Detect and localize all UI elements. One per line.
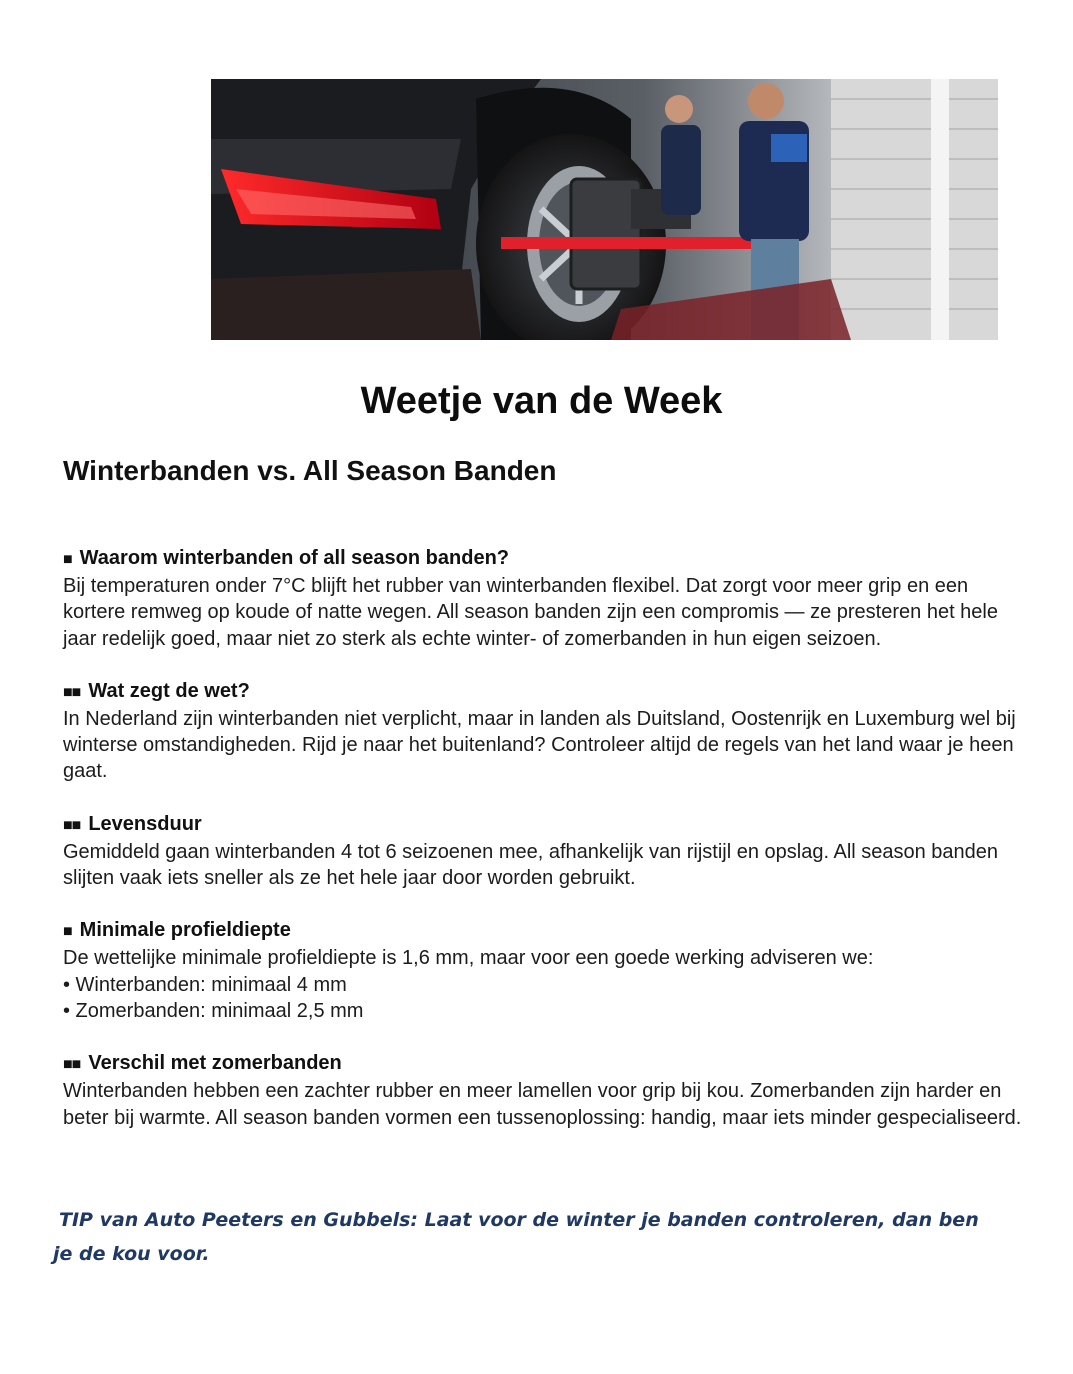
section-heading bbox=[63, 545, 1023, 573]
square-bullet-icon: ■■ bbox=[63, 816, 81, 834]
square-bullet-icon: ■ bbox=[63, 923, 72, 941]
section-body: Bij temperaturen onder 7°C blijft het rubber van winterbanden flexibel. Dat zorgt voor meer grip en een kortere remweg op koude of natte wegen. All season banden zijn een compromis — ze presteren het hele jaar redelijk goed, maar niet zo sterk als echte winter- of zomerbanden in hun eigen seizoen. bbox=[63, 575, 998, 650]
section-heading bbox=[63, 917, 1023, 945]
section-law bbox=[63, 678, 1023, 785]
square-bullet-icon: ■■ bbox=[63, 683, 81, 701]
section-heading bbox=[63, 1050, 1023, 1078]
section-heading-text: Wat zegt de wet? bbox=[88, 679, 250, 702]
section-lifespan bbox=[63, 811, 1023, 892]
section-summer-difference bbox=[63, 1050, 1023, 1131]
square-bullet-icon: ■■ bbox=[63, 1056, 81, 1074]
section-heading-text: Minimale profieldiepte bbox=[79, 919, 291, 942]
section-heading bbox=[63, 811, 1023, 839]
section-why bbox=[63, 545, 1023, 652]
section-heading bbox=[63, 678, 1023, 706]
section-tread-depth bbox=[63, 917, 1023, 1024]
car-wheel-alignment-photo-icon bbox=[211, 79, 998, 340]
section-body: Winterbanden hebben een zachter rubber en meer lamellen voor grip bij kou. Zomerbanden zijn harder en beter bij warmte. All season banden vormen een tussenoplossing: handig, maar iets minder gespecialiseerd. bbox=[63, 1080, 1022, 1129]
list-item: • Zomerbanden: minimaal 2,5 mm bbox=[63, 999, 364, 1022]
page-title: Weetje van de Week bbox=[360, 380, 723, 422]
hero-image bbox=[211, 79, 998, 340]
section-heading-text: Verschil met zomerbanden bbox=[88, 1052, 342, 1075]
square-bullet-icon: ■ bbox=[63, 551, 72, 568]
section-body: Gemiddeld gaan winterbanden 4 tot 6 seizoenen mee, afhankelijk van rijstijl en opslag. All season banden slijten vaak iets sneller als ze het hele jaar door worden gebruikt. bbox=[63, 840, 999, 890]
list-item: • Winterbanden: minimaal 4 mm bbox=[63, 973, 347, 996]
content-sections bbox=[63, 545, 1023, 1157]
page-subtitle: Winterbanden vs. All Season Banden bbox=[63, 455, 557, 486]
section-heading-text: Levensduur bbox=[88, 812, 202, 835]
section-heading-text: Waarom winterbanden of all season banden? bbox=[79, 547, 509, 569]
section-body: De wettelijke minimale profieldiepte is 1,6 mm, maar voor een goede werking adviseren we: bbox=[63, 947, 874, 970]
tip-text: TIP van Auto Peeters en Gubbels: Laat voor de winter je banden controleren, dan ben je de kou voor. bbox=[53, 1209, 979, 1265]
section-body: In Nederland zijn winterbanden niet verplicht, maar in landen als Duitsland, Oostenrijk en Luxemburg wel bij winterse omstandigheden. Rijd je naar het buitenland? Controleer altijd de regels van het land waar je heen gaat. bbox=[63, 707, 1016, 783]
